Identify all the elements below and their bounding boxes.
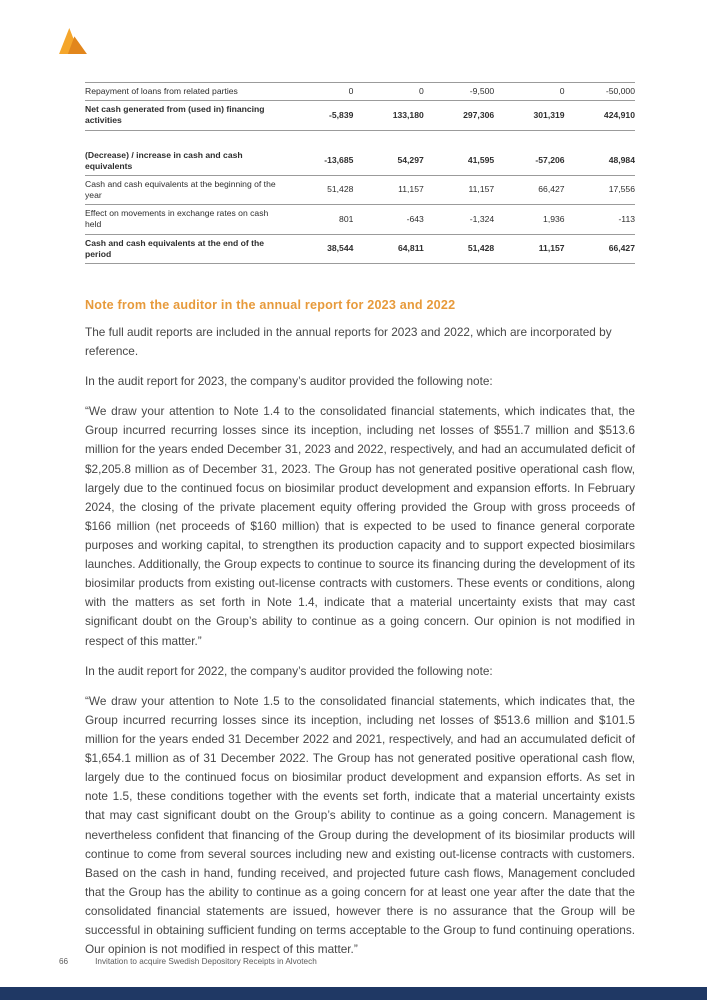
row-value: 301,319 [494,101,564,130]
cash-flow-table-body [85,83,635,264]
paragraph-audit-reports-intro: The full audit reports are included in the annual reports for 2023 and 2022, which are incorporated by reference. [85,324,612,358]
paragraph-lead-2023: In the audit report for 2023, the company’s auditor provided the following note: [85,374,493,389]
page-number: 66 [59,957,69,966]
row-label: Effect on movements in exchange rates on cash held [85,205,283,234]
row-value: 1,936 [494,205,564,234]
paragraph-auditor-note-2022: “We draw your attention to Note 1.5 to the consolidated financial statements, which indicates that, the Group incurred recurring losses since its inception, including net losses of $513.6 million and $101.5 million for the years ended 31 December 2022 and 2021, respectively, and had an accumulated deficit of $1,654.1 million as of 31 December 2022. The Group has not generated positive operational cash flow, largely due to the continued focus on biosimilar product development and expansion efforts. As set in note 1.5, these conditions together with the events set forth, indicate that a material uncertainty exists that may cast significant doubt on the Group’s ability to continue as a going concern. Management is nevertheless confident that financing of the Group during the development of its biosimilar products will continue to come from several sources including new and existing out-license contracts with customers. Based on the cash in hand, funding received, and projected future cash flows, Management concluded that the Group has the ability to continue as a going concern for at least one year after the date that the consolidated financial statements are issued, however there is no assurance that the Group will be successful in obtaining sufficient funding on terms acceptable to the Group to fund continuing operations. Our opinion is not modified in respect of this matter.” [85,693,635,957]
row-value: 64,811 [353,234,423,263]
row-value: 0 [494,83,564,101]
row-value: 66,427 [494,175,564,204]
row-value: 801 [283,205,353,234]
table-row [85,147,635,176]
table-row [85,175,635,204]
row-value: 38,544 [283,234,353,263]
row-value: -13,685 [283,147,353,176]
footer-title: Invitation to acquire Swedish Depository Receipts in Alvotech [95,957,317,966]
row-value: 66,427 [565,234,635,263]
row-value: 41,595 [424,147,494,176]
table-row [85,234,635,263]
paragraph-auditor-note-2023: “We draw your attention to Note 1.4 to the consolidated financial statements, which indicates that, the Group incurred recurring losses since its inception, including net losses of $551.7 million and $513.6 million for the years ended December 31, 2023 and 2022, respectively, and had an accumulated deficit of $2,205.8 million as of December 31, 2023. The Group has not generated positive operational cash flow, largely due to the continued focus on biosimilar product development and expansion efforts. In February 2024, the closing of the private placement equity offering provided the Group with gross proceeds of $166 million (net proceeds of $160 million) that is expected to be used to finance general corporate purposes and working capital, to strengthen its production capacity and to support expected biosimilars launches. Additionally, the Group expects to continue to source its financing during the development of its biosimilar products from existing out-license contracts with customers. These events or conditions, along with the matters as set forth in Note 1.4, indicate that a material uncertainty exists that may cast significant doubt on the Group’s ability to continue as a going concern. Our opinion is not modified in respect of this matter.” [85,404,635,648]
row-value: -57,206 [494,147,564,176]
row-label: Repayment of loans from related parties [85,83,283,101]
row-value: 133,180 [353,101,423,130]
row-value: -9,500 [424,83,494,101]
row-value: -113 [565,205,635,234]
row-value: -50,000 [565,83,635,101]
row-value: -643 [353,205,423,234]
table-row [85,83,635,101]
row-label: Net cash generated from (used in) financing activities [85,101,283,130]
row-label: Cash and cash equivalents at the end of the period [85,234,283,263]
page-content [85,82,635,970]
page-footer [59,957,317,966]
row-value: 51,428 [283,175,353,204]
row-value: -5,839 [283,101,353,130]
alvotech-logo [59,28,87,54]
row-value: 11,157 [494,234,564,263]
row-value: 424,910 [565,101,635,130]
row-value: -1,324 [424,205,494,234]
row-value: 297,306 [424,101,494,130]
paragraph-lead-2022: In the audit report for 2022, the company’s auditor provided the following note: [85,663,493,678]
row-value: 11,157 [353,175,423,204]
row-value: 54,297 [353,147,423,176]
row-value: 17,556 [565,175,635,204]
row-label: Cash and cash equivalents at the beginning of the year [85,175,283,204]
page-header [59,28,87,54]
row-value: 0 [353,83,423,101]
row-value: 0 [283,83,353,101]
row-label: (Decrease) / increase in cash and cash equivalents [85,147,283,176]
row-value: 48,984 [565,147,635,176]
section-heading: Note from the auditor in the annual report for 2023 and 2022 [85,297,456,312]
row-value: 51,428 [424,234,494,263]
cash-flow-table [85,82,635,264]
table-row [85,205,635,234]
row-value: 11,157 [424,175,494,204]
table-spacer-row [85,130,635,147]
table-row [85,101,635,130]
footer-bar [0,987,707,1000]
